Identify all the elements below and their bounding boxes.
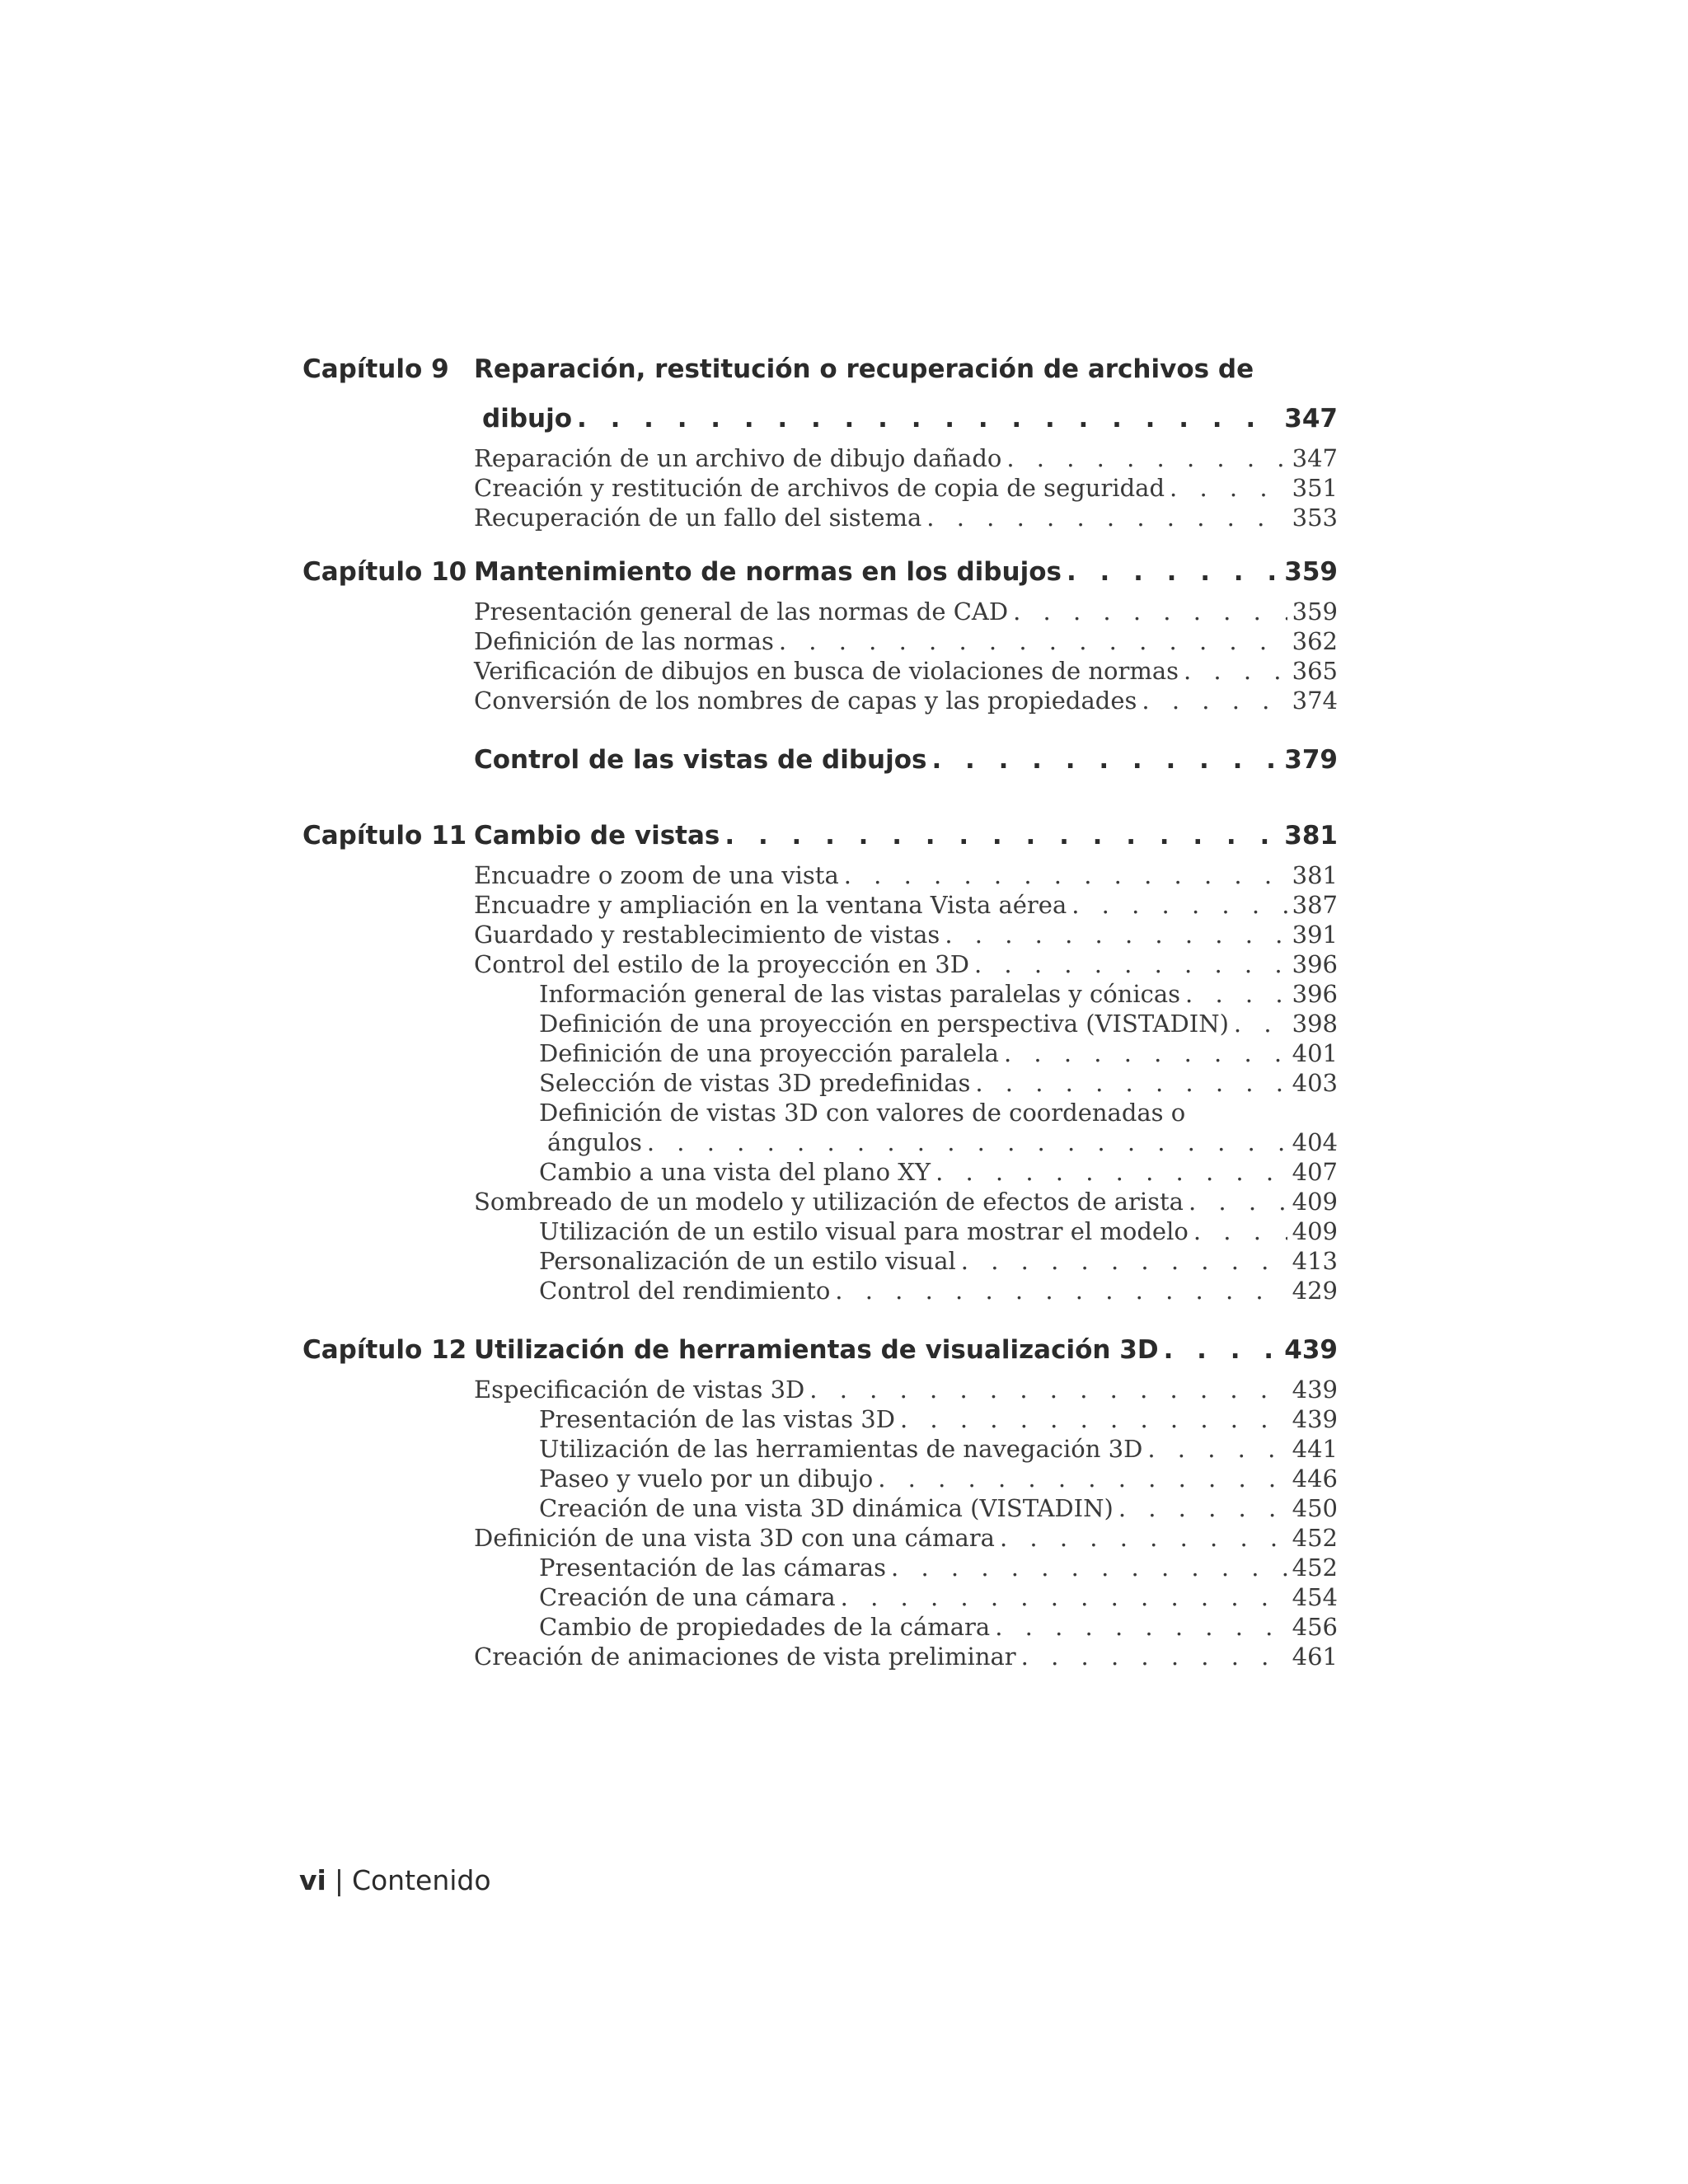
entry-title: Encuadre y ampliación en la ventana Vista aérea [474,891,1067,919]
dot-leader [1013,597,1287,626]
entry-title: Presentación de las cámaras [539,1554,887,1582]
page-number: 347 [1284,404,1338,434]
dot-leader [577,394,1279,443]
footer-separator: | [334,1864,344,1896]
entry-title: Utilización de un estilo visual para mostrar el modelo [539,1217,1189,1245]
toc-entry [474,920,1338,949]
footer-section-title: Contenido [351,1864,491,1896]
dot-leader [891,1553,1287,1582]
dot-leader [1184,656,1287,686]
entry-title: Creación de animaciones de vista preliminar [474,1643,1016,1671]
entry-title: Cambio a una vista del plano XY [539,1158,931,1186]
chapter-title-row [474,1325,1338,1375]
chapter-11 [302,811,1338,1305]
toc-entry [474,597,1338,626]
page-number: 365 [1292,657,1338,685]
toc-entry [474,1375,1338,1404]
entry-title: Utilización de las herramientas de navegación 3D [539,1435,1143,1463]
toc-subentry [474,1098,1338,1157]
page-number: 362 [1292,627,1338,655]
entry-title: Control del rendimiento [539,1277,831,1305]
entry-title: Definición de una vista 3D con una cámara [474,1524,995,1552]
chapter-title-line: Reparación, restitución o recuperación de archivos de [474,354,1254,384]
footer-page-number: vi [299,1864,326,1896]
entry-title: Control del estilo de la proyección en 3D [474,950,969,978]
page-number: 404 [1292,1128,1338,1156]
dot-leader [1234,1009,1287,1038]
page-number: 409 [1292,1188,1338,1216]
chapter-entries [474,344,1338,532]
dot-leader [1004,1038,1287,1068]
toc-entry [474,443,1338,473]
dot-leader [1067,547,1279,597]
page-number: 452 [1292,1554,1338,1582]
chapter-title: Cambio de vistas [474,821,720,851]
chapter-title-row [474,735,1338,785]
page-number: 429 [1292,1277,1338,1305]
dot-leader [1147,1434,1287,1464]
dot-leader [1142,686,1287,715]
toc-subentry [474,1404,1338,1434]
entry-title: Verificación de dibujos en busca de violaciones de normas [474,657,1179,685]
chapter-label: Capítulo 12 [302,1335,467,1365]
entry-title: Creación y restitución de archivos de copia de seguridad [474,474,1165,502]
chapter-label: Capítulo 9 [302,354,449,384]
toc-entry [474,1642,1338,1671]
dot-leader [647,1127,1287,1157]
entry-title: Información general de las vistas paralelas y cónicas [539,980,1181,1008]
toc-subentry [474,1068,1338,1098]
dot-leader [1000,1523,1287,1553]
page-number: 456 [1292,1613,1338,1641]
page-number: 452 [1292,1524,1338,1552]
dot-leader [1193,1216,1287,1246]
entry-title: Guardado y restablecimiento de vistas [474,921,940,949]
chapter-title-row [474,547,1338,597]
part-heading [302,735,1338,785]
page-number: 381 [1292,861,1338,889]
page-number: 391 [1292,921,1338,949]
dot-leader [974,949,1287,979]
toc-subentry [474,1582,1338,1612]
toc-subentry [474,1612,1338,1642]
toc-subentry [474,1216,1338,1246]
dot-leader [931,735,1279,785]
dot-leader [1164,1325,1280,1375]
page-number: 450 [1292,1494,1338,1522]
chapter-entries [474,547,1338,715]
toc-subentry [474,1434,1338,1464]
page-number: 461 [1292,1643,1338,1671]
dot-leader [1170,473,1287,503]
chapter-entries [474,811,1338,1305]
dot-leader [724,811,1279,860]
dot-leader [975,1068,1287,1098]
page-number: 439 [1292,1376,1338,1404]
toc-subentry [474,1009,1338,1038]
chapter-label: Capítulo 11 [302,821,467,851]
entry-title: Definición de vistas 3D con valores de coordenadas o [539,1099,1186,1127]
page-number: 353 [1292,504,1338,532]
chapter-title-row [474,811,1338,860]
page-number: 446 [1292,1465,1338,1493]
dot-leader [1021,1642,1287,1671]
dot-leader [878,1464,1287,1493]
dot-leader [844,860,1287,890]
toc-subentry [474,1246,1338,1276]
entry-title: Definición de una proyección en perspectiva (VISTADIN) [539,1010,1229,1038]
entry-title: Presentación general de las normas de CAD [474,598,1009,626]
chapter-12 [302,1325,1338,1671]
entry-title: Definición de una proyección paralela [539,1039,999,1067]
page-number: 347 [1292,444,1338,472]
page-number: 359 [1292,598,1338,626]
dot-leader [841,1582,1287,1612]
chapter-title [474,344,1338,443]
toc-entry [474,503,1338,532]
dot-leader [935,1157,1287,1187]
toc-entry [474,1523,1338,1553]
part-title: Control de las vistas de dibujos [474,745,927,775]
page-number: 381 [1284,821,1338,851]
dot-leader [1185,979,1287,1009]
page-number: 439 [1284,1335,1338,1365]
entry-title: Presentación de las vistas 3D [539,1405,895,1433]
entry-title: Recuperación de un fallo del sistema [474,504,922,532]
page-number: 396 [1292,980,1338,1008]
page-number: 407 [1292,1158,1338,1186]
dot-leader [835,1276,1287,1305]
chapter-title-row [474,394,1338,443]
chapter-label: Capítulo 10 [302,557,467,587]
dot-leader [900,1404,1287,1434]
entry-title: Selección de vistas 3D predefinidas [539,1069,971,1097]
page-number: 454 [1292,1583,1338,1611]
chapter-entries [474,1325,1338,1671]
entry-title: Definición de las normas [474,627,774,655]
dot-leader [779,626,1287,656]
toc-entry [474,626,1338,656]
toc-subentry [474,1157,1338,1187]
toc-entry [474,686,1338,715]
toc-entry [474,473,1338,503]
toc-subentry [474,1276,1338,1305]
toc-subentry [474,1038,1338,1068]
page-number: 439 [1292,1405,1338,1433]
entry-continuation [539,1127,1338,1157]
page-number: 387 [1292,891,1338,919]
entry-title: Especificación de vistas 3D [474,1376,805,1404]
entry-title: Sombreado de un modelo y utilización de efectos de arista [474,1188,1184,1216]
entry-title: Creación de una vista 3D dinámica (VISTADIN) [539,1494,1114,1522]
page-number: 359 [1284,557,1338,587]
chapter-title: Mantenimiento de normas en los dibujos [474,557,1062,587]
entry-title: Encuadre o zoom de una vista [474,861,839,889]
entry-title: Cambio de propiedades de la cámara [539,1613,991,1641]
dot-leader [995,1612,1287,1642]
page-footer [299,1864,491,1897]
dot-leader [1071,890,1287,920]
dot-leader [961,1246,1287,1276]
toc-entry [474,860,1338,890]
dot-leader [809,1375,1287,1404]
dot-leader [926,503,1287,532]
toc-entry [474,1187,1338,1216]
toc-subentry [474,979,1338,1009]
chapter-title-line: dibujo [482,404,572,434]
entry-title: Conversión de los nombres de capas y las propiedades [474,687,1137,715]
page-number: 351 [1292,474,1338,502]
page-number: 396 [1292,950,1338,978]
page-number: 398 [1292,1010,1338,1038]
toc-entry [474,890,1338,920]
chapter-9 [302,344,1338,532]
dot-leader [1189,1187,1287,1216]
entry-title-continued: ángulos [547,1128,642,1156]
chapter-title: Utilización de herramientas de visualización 3D [474,1335,1159,1365]
page-number: 379 [1284,745,1338,775]
chapter-entries [474,735,1338,785]
entry-title: Reparación de un archivo de dibujo dañado [474,444,1002,472]
table-of-contents [302,344,1338,1671]
toc-entry [474,656,1338,686]
page-number: 403 [1292,1069,1338,1097]
toc-subentry [474,1464,1338,1493]
toc-subentry [474,1493,1338,1523]
page-number: 441 [1292,1435,1338,1463]
page-number: 409 [1292,1217,1338,1245]
toc-subentry [474,1553,1338,1582]
entry-title: Paseo y vuelo por un dibujo [539,1465,874,1493]
entry-title: Personalización de un estilo visual [539,1247,956,1275]
dot-leader [945,920,1287,949]
page-number: 374 [1292,687,1338,715]
dot-leader [1006,443,1287,473]
toc-entry [474,949,1338,979]
chapter-10 [302,547,1338,715]
page-number: 401 [1292,1039,1338,1067]
page-number: 413 [1292,1247,1338,1275]
entry-title: Creación de una cámara [539,1583,836,1611]
dot-leader [1118,1493,1287,1523]
